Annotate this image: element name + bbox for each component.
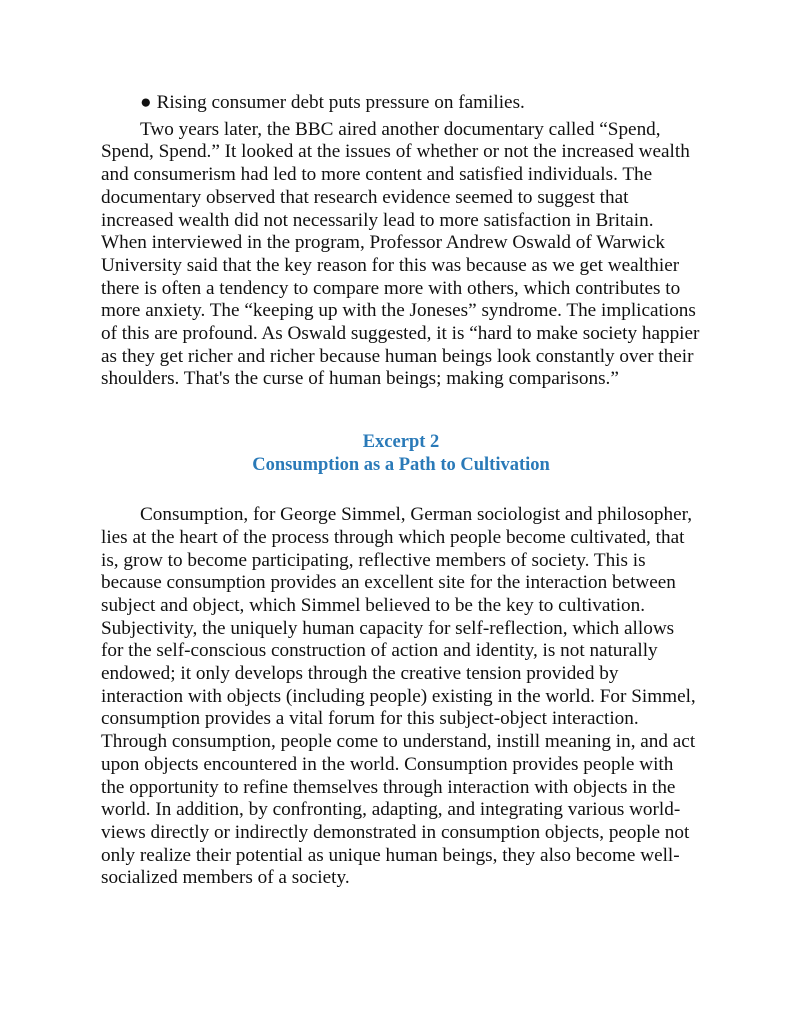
excerpt-number: Excerpt 2 xyxy=(362,432,440,453)
bullet-item xyxy=(101,92,701,115)
excerpt-title: Consumption as a Path to Cultivation xyxy=(252,455,550,476)
excerpt-heading xyxy=(101,431,701,477)
bullet-text: Rising consumer debt puts pressure on families. xyxy=(156,92,525,113)
paragraph-bbc-documentary: Two years later, the BBC aired another documentary called “Spend, Spend, Spend.” It looked at the issues of whether or not the increased wealth and consumerism had led to more content and satisfied individuals. The documentary observed that research evidence seemed to suggest that increased wealth did not necessarily lead to more satisfaction in Britain. When interviewed in the program, Professor Andrew Oswald of Warwick University said that the key reason for this was because as we get wealthier there is often a tendency to compare more with others, which contributes to more anxiety. The “keeping up with the Joneses” syndrome. The implications of this are profound. As Oswald suggested, it is “hard to make society happier as they get richer and richer because human beings look constantly over their shoulders. That's the curse of human beings; making comparisons.” xyxy=(101,118,700,390)
bullet-icon: ● xyxy=(140,92,152,113)
paragraph-simmel-consumption: Consumption, for George Simmel, German sociologist and philosopher, lies at the heart of the process through which people become cultivated, that is, grow to become participating, reflective members of society. This is because consumption provides an excellent site for the interaction between subject and object, which Simmel believed to be the key to cultivation. Subjectivity, the uniquely human capacity for self-reflection, which allows for the self-conscious construction of action and identity, is not naturally endowed; it only develops through the creative tension provided by interaction with objects (including people) existing in the world. For Simmel, consumption provides a vital forum for this subject-object interaction. Through consumption, people come to understand, instill meaning in, and act upon objects encountered in the world. Consumption provides people with the opportunity to refine themselves through interaction with objects in the world. In addition, by confronting, adapting, and integrating various world-views directly or indirectly demonstrated in consumption objects, people not only realize their potential as unique human beings, they also become well-socialized members of a society. xyxy=(101,504,696,889)
document-page xyxy=(101,92,701,890)
